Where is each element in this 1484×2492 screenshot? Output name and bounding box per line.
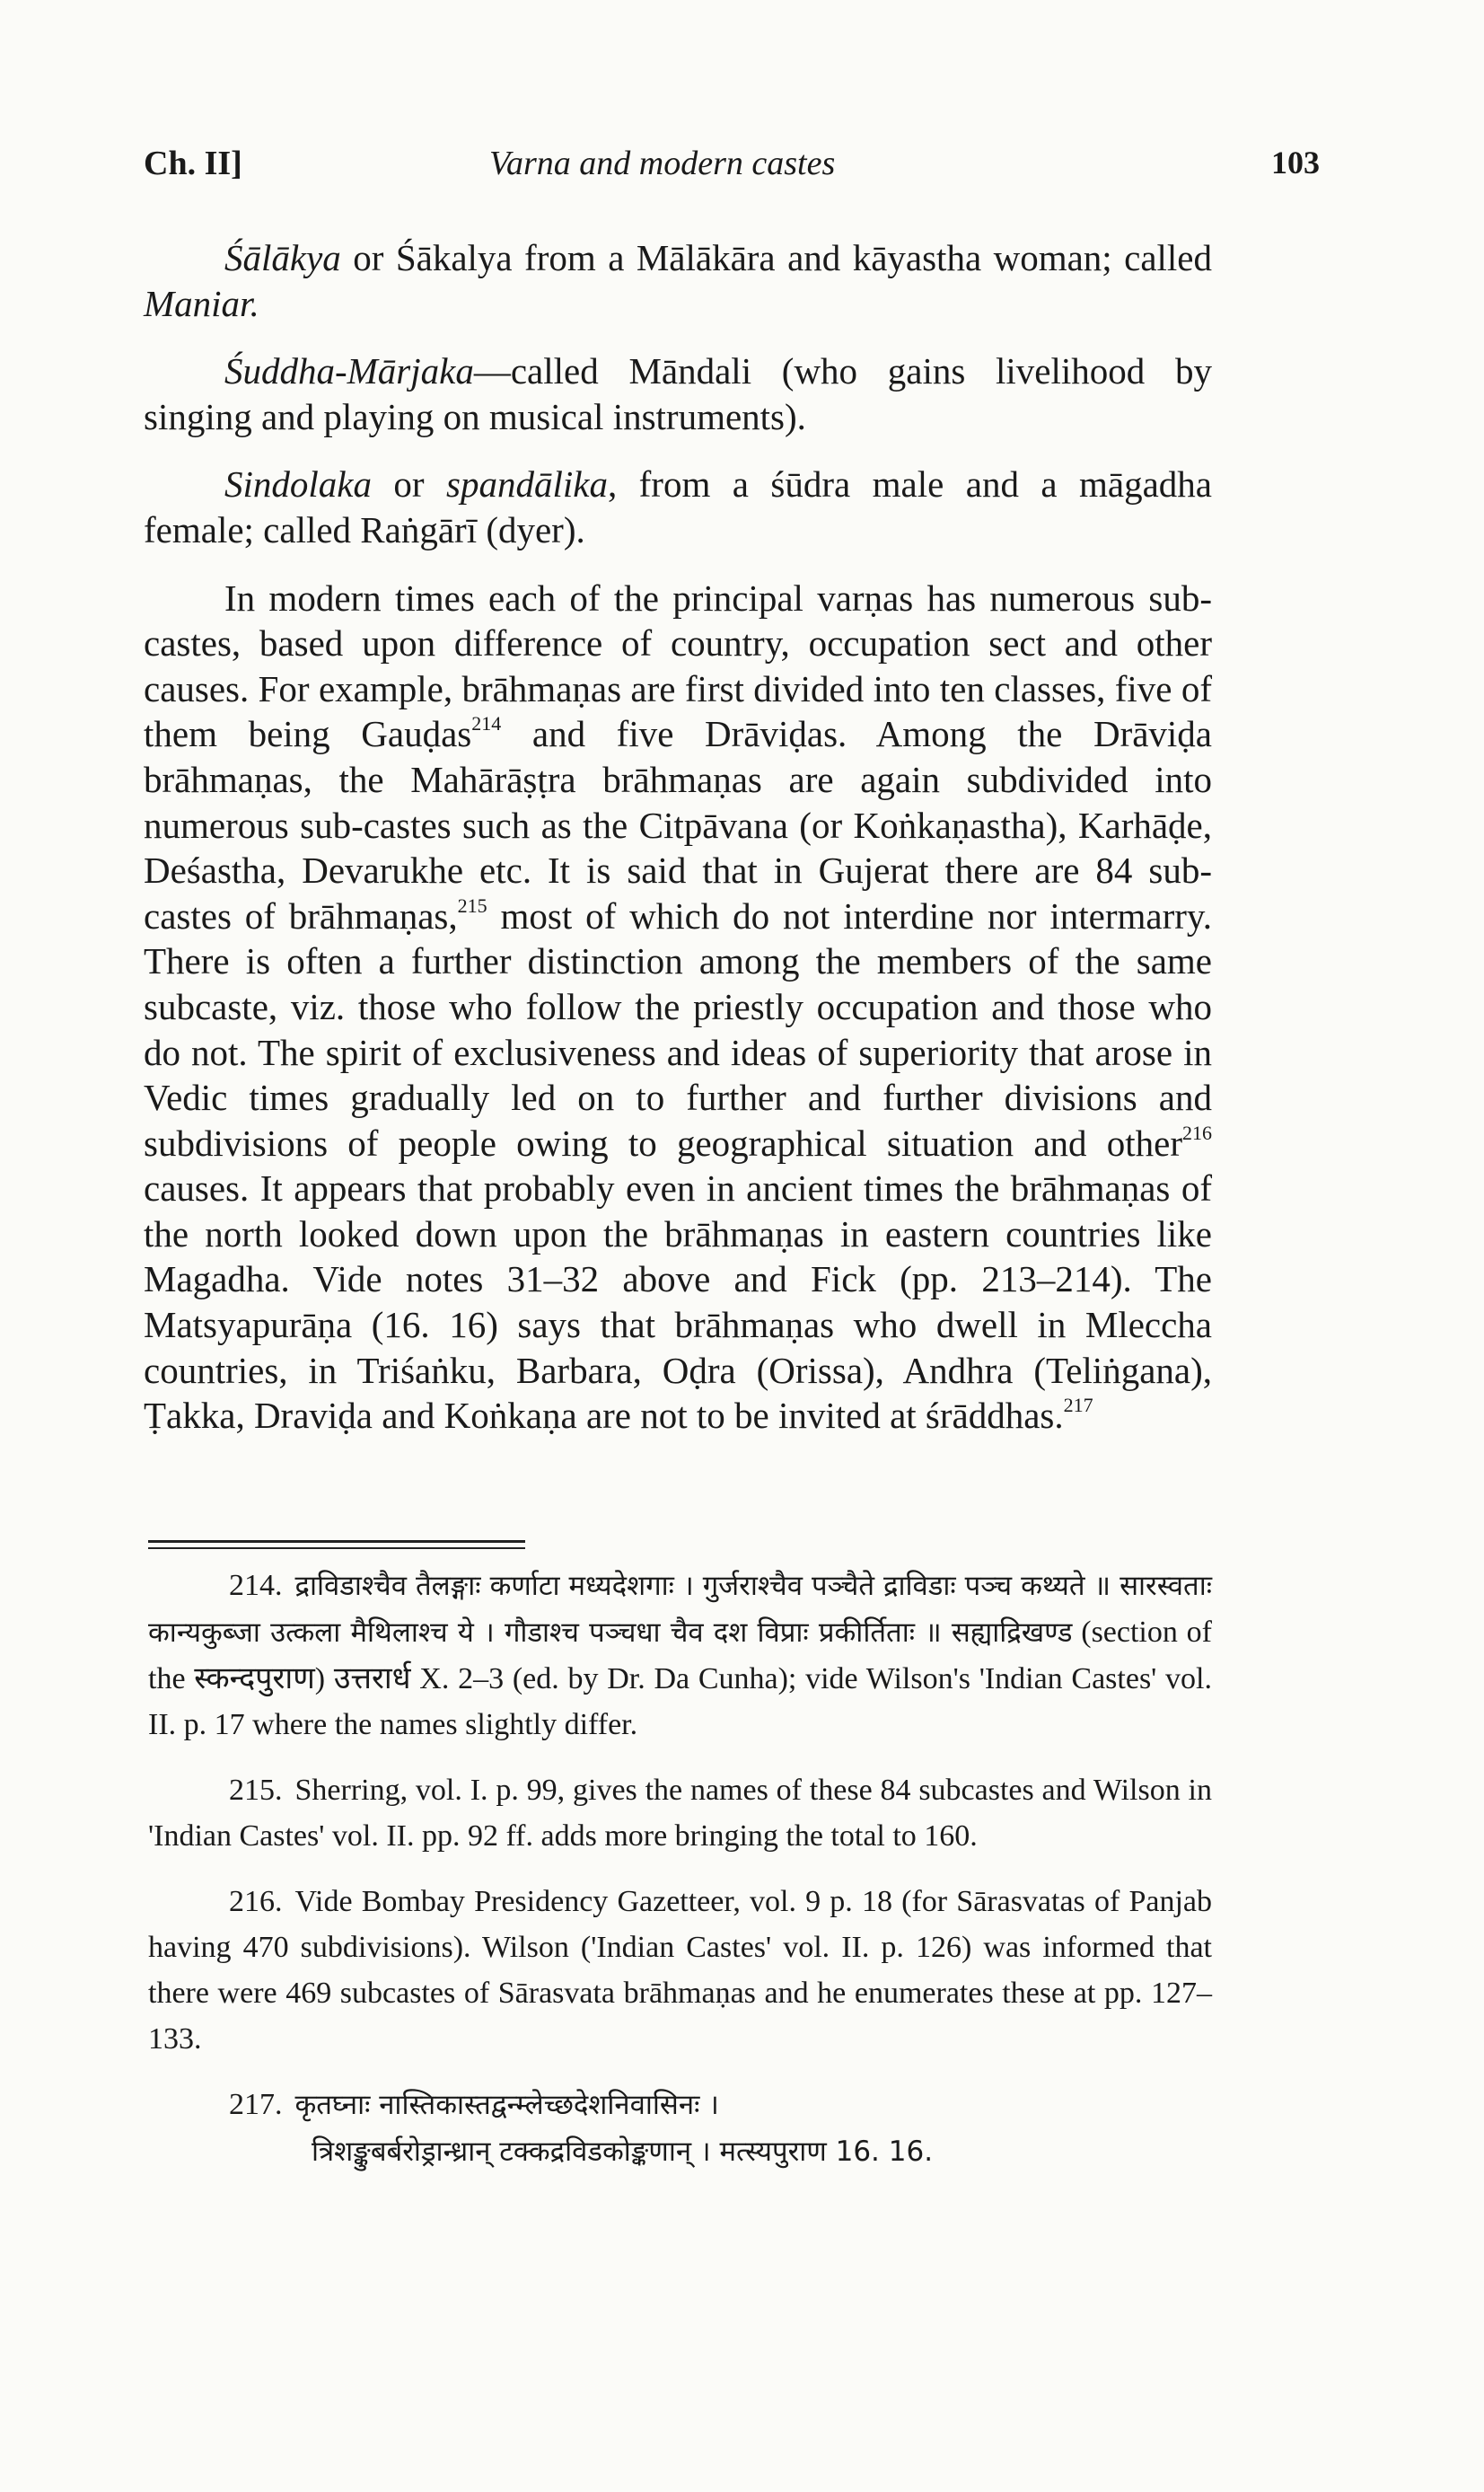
paragraph-text: causes. It appears that probably even in ancient times the brāhmaṇas of the north looked down upon the brāhmaṇas in eastern countries like Magadha. Vide notes 31–32 above and Fick (pp. 213–214). The Matsyapurāṇa (16. 16) says that brāhmaṇas who dwell in Mleccha countries, in Triśaṅku, Barbara, Oḍra (Orissa), Andhra (Teliṅgana), Ṭakka, Draviḍa and Koṅkaṇa are not to be invited at śrāddhas. — [144, 1167, 1212, 1437]
footnote-214 — [148, 1563, 1212, 1748]
paragraph-text: —called Māndali (who gains livelihood by singing and playing on musical instruments). — [144, 350, 1212, 437]
caste-term: Śuddha-Mārjaka — [224, 350, 474, 392]
main-text — [144, 235, 1212, 1461]
footnotes — [148, 1563, 1212, 2195]
footnote-number: 216. — [229, 1885, 283, 1918]
verse-reference: मत्स्यपुराण 16. 16. — [710, 2135, 934, 2168]
caste-term: Śālākya — [224, 237, 341, 278]
paragraph-suddha-marjaka — [144, 348, 1212, 439]
footnote-ref-216[interactable]: 216 — [1182, 1121, 1212, 1144]
paragraph-modern-subcastes — [144, 576, 1212, 1439]
verse-line-2-wrap — [148, 2128, 1212, 2175]
chapter-label: Ch. II] — [144, 145, 242, 182]
sanskrit-quote: द्राविडाश्चैव तैलङ्गाः कर्णाटा मध्यदेशगाः । गुर्जराश्चैव पञ्चैते द्राविडाः पञ्च कथ्यते ॥ सारस्वताः कान्यकुब्जा उत्कला मैथिलाश्च ये । गौडाश्च पञ्चधा चैव दश विप्राः प्रकीर्तिताः ॥ सह्याद्रिखण्ड — [148, 1570, 1212, 1649]
paragraph-text: and five Drāviḍas. Among the Drāviḍa brāhmaṇas, the Mahārāṣṭra brāhmaṇas are again subdivided into numerous sub-castes such as the Citpāvana (or Koṅkaṇastha), Karhāḍe, Deśastha, Devarukhe etc. It is said that in Gujerat there are 84 sub-castes of brāhmaṇas, — [144, 713, 1213, 937]
caste-term-alt: spandālika — [446, 463, 608, 506]
running-title: Varna and modern castes — [489, 145, 836, 182]
sanskrit-verse-line-1: कृतघ्नाः नास्तिकास्तद्वन्म्लेच्छदेशनिवासिनः । — [294, 2089, 719, 2121]
running-head — [144, 144, 1320, 198]
paragraph-text: most of which do not interdine nor intermarry. There is often a further distinction among the members of the same subcaste, viz. those who follow the priestly occupation and those who do not. The spirit of exclusiveness and ideas of superiority that arose in Vedic times gradually led on to further and further divisions and subdivisions of people owing to geographical situation and other — [144, 894, 1212, 1164]
paragraph-text: , from a śūdra male and a māgadha female; called Raṅgārī (dyer). — [144, 463, 1213, 550]
footnote-number: 215. — [229, 1774, 283, 1807]
footnote-ref-215[interactable]: 215 — [457, 894, 487, 917]
footnote-text: (section of the स्कन्दपुराण) उत्तरार्ध X. 2–3 (ed. by Dr. Da Cunha); vide Wilson's 'Indian Castes' vol. II. p. 17 where the names slightly differ. — [148, 1616, 1213, 1741]
caste-name: Maniar. — [144, 282, 259, 324]
sanskrit-verse-line-2: त्रिशङ्कुबर्बरोड्रान्ध्रान् टक्कद्रविडकोङ्कणान् । — [312, 2135, 711, 2168]
footnote-ref-217[interactable]: 217 — [1063, 1394, 1093, 1417]
footnote-217 — [148, 2082, 1212, 2175]
page-number: 103 — [1271, 145, 1320, 181]
paragraph-text: or Śākalya from a Mālākāra and kāyastha woman; called — [340, 237, 1212, 278]
caste-term: Sindolaka — [224, 463, 372, 506]
footnote-text: Vide Bombay Presidency Gazetteer, vol. 9 p. 18 (for Sārasvatas of Panjab having 470 subdivisions). Wilson ('Indian Castes' vol. II. p. 126) was informed that there were 469 subcastes of Sārasvata brāhmaṇas and he enumerates these at pp. 127–133. — [148, 1885, 1212, 2056]
footnote-number: 217. — [229, 2088, 283, 2121]
footnote-215 — [148, 1767, 1212, 1859]
footnote-divider-lower — [148, 1547, 525, 1549]
paragraph-sindolaka — [144, 462, 1212, 552]
footnote-ref-214[interactable]: 214 — [471, 712, 502, 735]
footnote-216 — [148, 1879, 1212, 2062]
footnote-divider — [148, 1540, 525, 1543]
paragraph-text: In modern times each of the principal varṇas has numerous sub-castes, based upon difference of country, occupation sect and other causes. For example, brāhmaṇas are first divided into ten classes, five of them being Gauḍas — [144, 577, 1212, 755]
footnote-text: Sherring, vol. I. p. 99, gives the names of these 84 subcastes and Wilson in 'Indian Castes' vol. II. pp. 92 ff. adds more bringing the total to 160. — [148, 1774, 1212, 1853]
connector-text: or — [371, 463, 447, 506]
paragraph-salakya — [144, 235, 1212, 326]
footnote-number: 214. — [229, 1569, 283, 1602]
